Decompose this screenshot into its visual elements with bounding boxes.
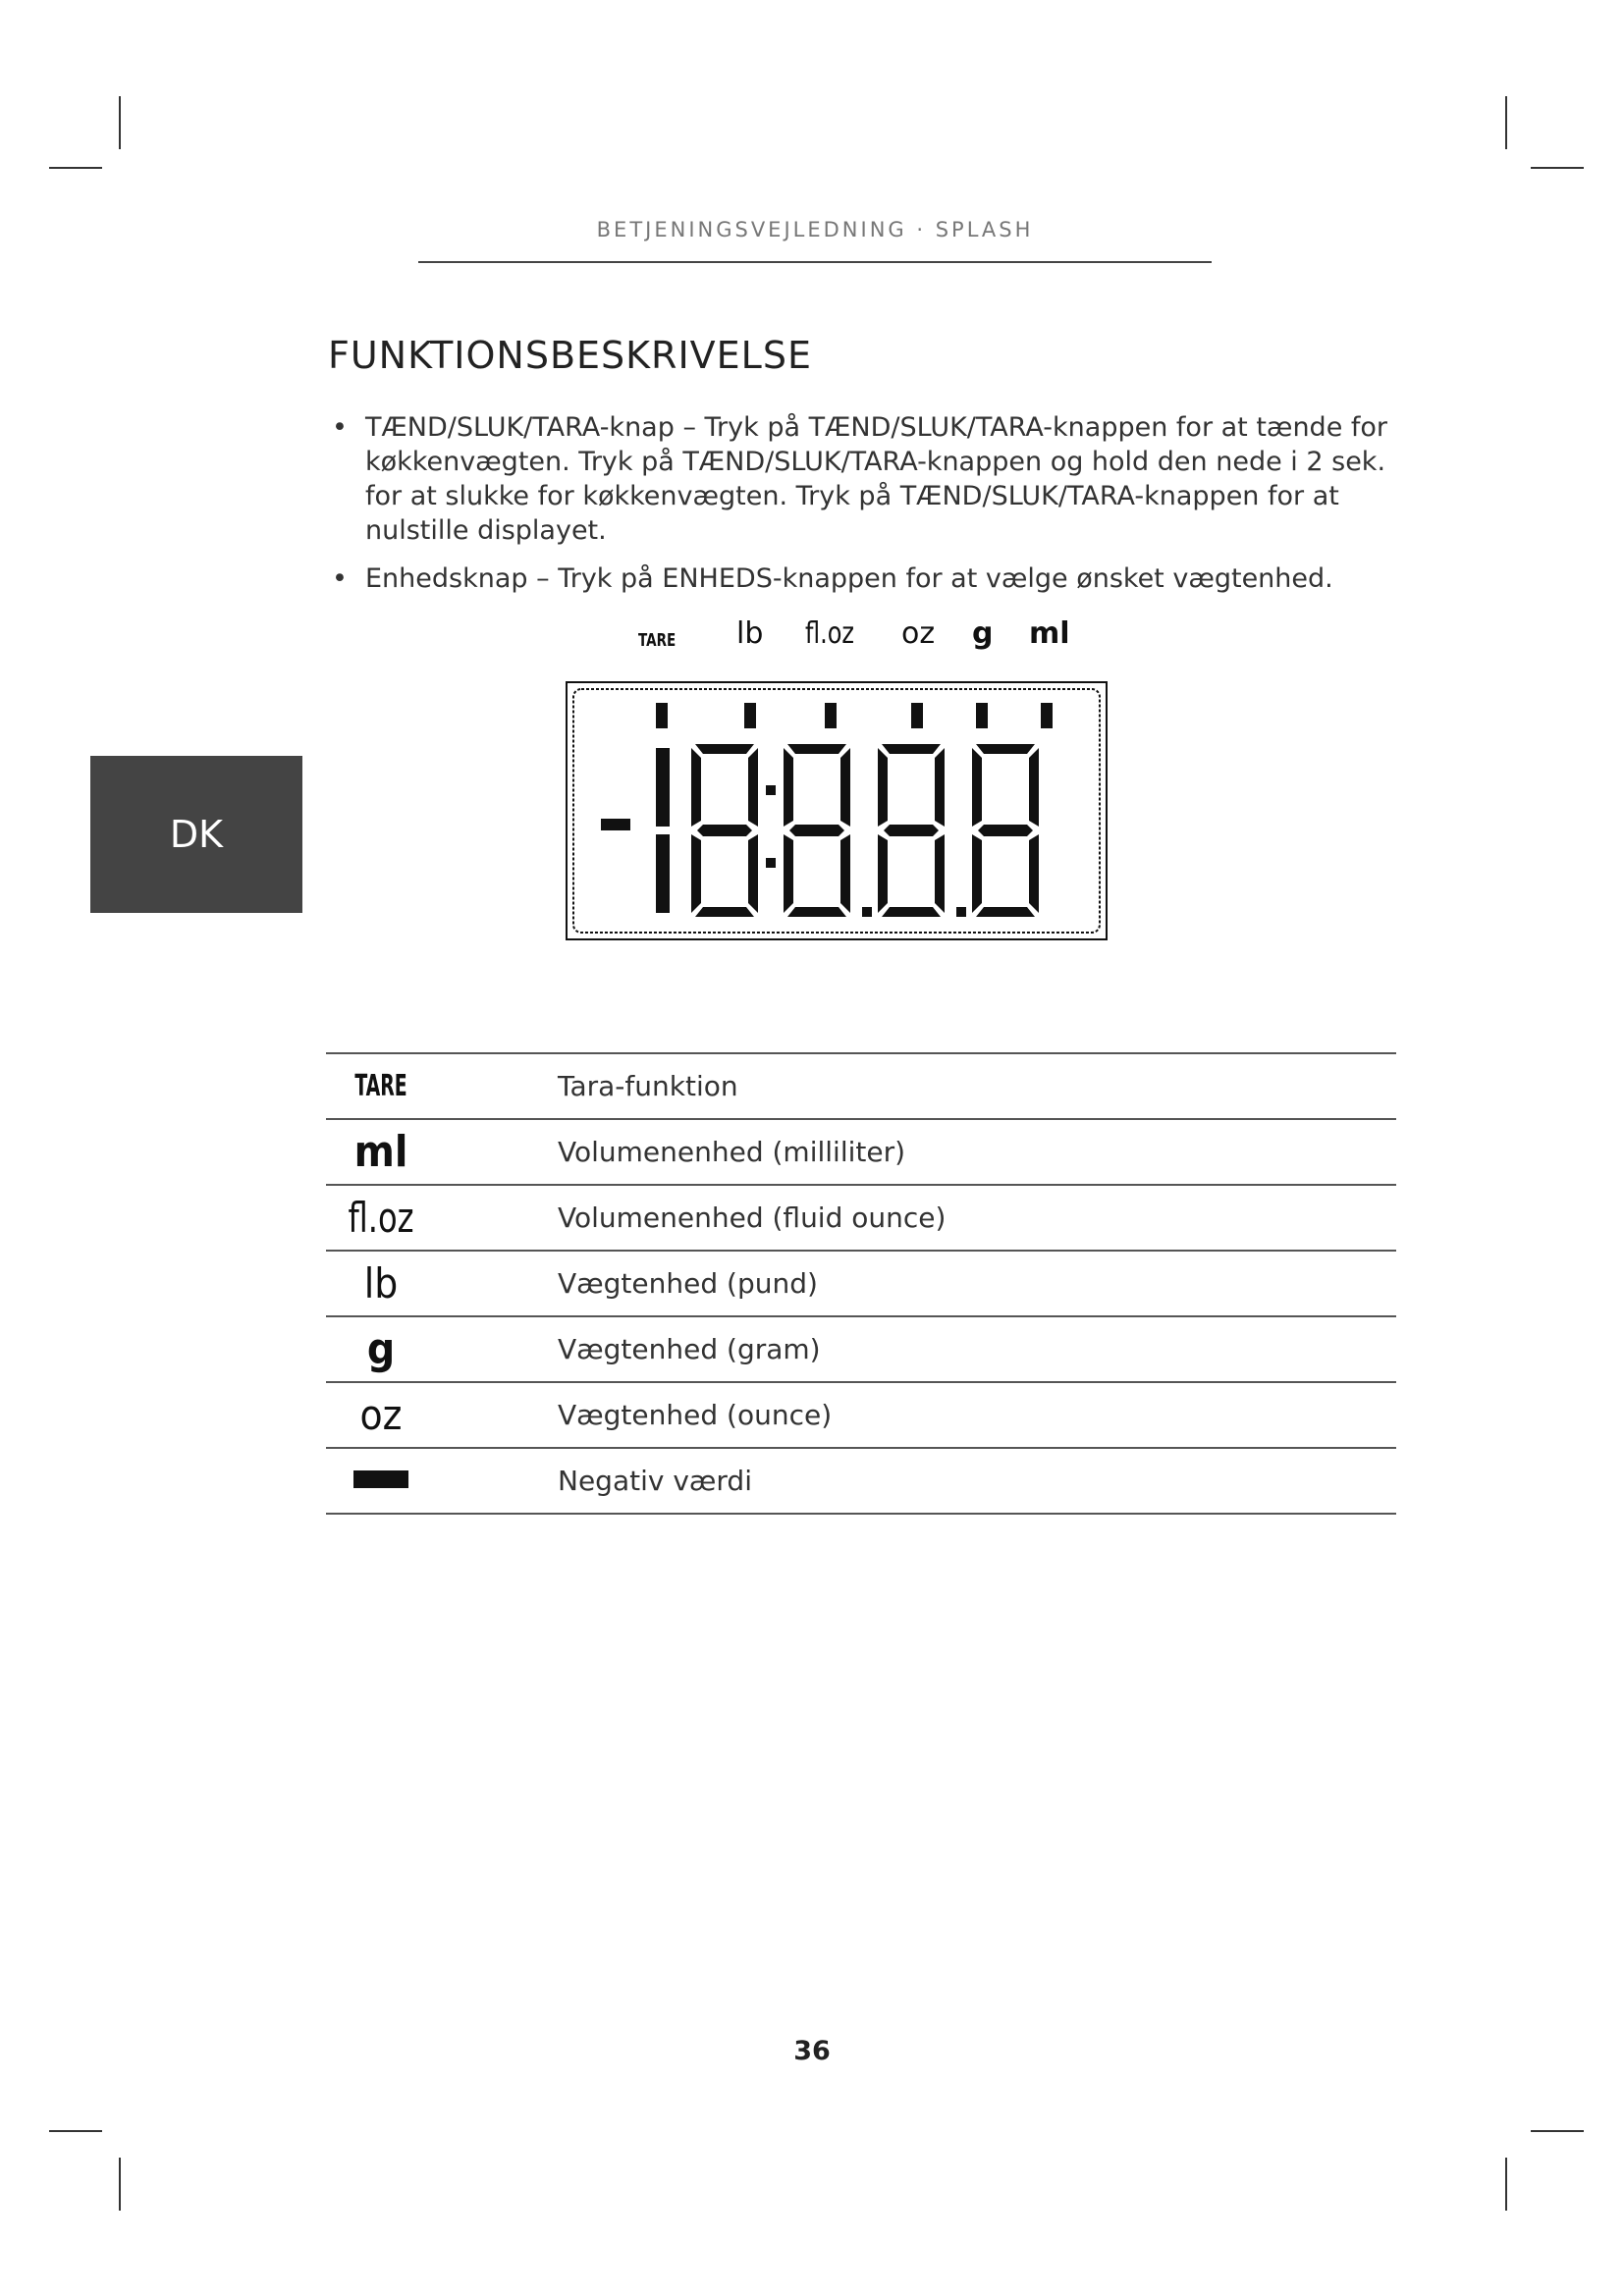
bullet-text: TÆND/SLUK/TARA-knap – Tryk på TÆND/SLUK/TARA-knappen for at tænde for køkkenvægten. Tryk på TÆND/SLUK/TARA-knappen og hold den nede i 2 sek. for at slukke for køkkenvægten. Tryk på TÆND/SLUK/TARA-knappen for at nulstille displayet.	[365, 412, 1388, 546]
bullet-icon: •	[332, 412, 348, 443]
crop-mark	[49, 2130, 102, 2132]
legend-symbol-floz: fl.oz	[348, 1194, 414, 1242]
bullet-item-unit-button	[328, 561, 1408, 596]
lcd-tick	[825, 703, 837, 728]
legend-description: Vægtenhed (gram)	[558, 1316, 1396, 1382]
legend-description: Tara-funktion	[558, 1053, 1396, 1119]
table-row	[326, 1382, 1396, 1448]
crop-mark	[1531, 167, 1584, 169]
table-row	[326, 1316, 1396, 1382]
lcd-indicator-labels	[550, 616, 1080, 666]
lcd-minus-segment	[601, 819, 630, 830]
crop-mark	[1505, 2158, 1507, 2211]
crop-mark	[119, 2158, 121, 2211]
bullet-list	[328, 410, 1408, 610]
bullet-icon: •	[332, 563, 348, 594]
table-row	[326, 1448, 1396, 1514]
crop-mark	[49, 167, 102, 169]
bullet-item-power-button	[328, 410, 1408, 548]
legend-symbol-tare: TARE	[354, 1069, 407, 1103]
legend-description: Vægtenhed (pund)	[558, 1251, 1396, 1316]
crop-mark	[1505, 96, 1507, 149]
legend-description: Volumenenhed (milliliter)	[558, 1119, 1396, 1185]
legend-symbol-oz: oz	[359, 1391, 403, 1439]
header-rule	[418, 261, 1212, 263]
crop-mark	[1531, 2130, 1584, 2132]
legend-symbol-ml: ml	[353, 1127, 408, 1177]
bullet-text: Enhedsknap – Tryk på ENHEDS-knappen for at vælge ønsket vægtenhed.	[365, 563, 1333, 594]
lcd-tick	[744, 703, 756, 728]
table-row	[326, 1053, 1396, 1119]
legend-description: Volumenenhed (fluid ounce)	[558, 1185, 1396, 1251]
lcd-label-ml: ml	[1029, 616, 1070, 651]
table-row	[326, 1185, 1396, 1251]
legend-symbol-lb: lb	[363, 1259, 399, 1308]
crop-mark	[119, 96, 121, 149]
lcd-tick	[911, 703, 923, 728]
lcd-tick	[1041, 703, 1053, 728]
legend-description: Negativ værdi	[558, 1448, 1396, 1514]
legend-symbol-g: g	[366, 1324, 396, 1374]
legend-description: Vægtenhed (ounce)	[558, 1382, 1396, 1448]
table-row	[326, 1119, 1396, 1185]
lcd-label-tare: TARE	[638, 630, 677, 651]
symbol-legend-table	[326, 1052, 1396, 1515]
lcd-display-illustration	[566, 681, 1108, 940]
lcd-tick	[656, 703, 668, 728]
language-tab-label: DK	[169, 813, 224, 856]
lcd-decimal-point	[862, 907, 872, 917]
lcd-tick	[976, 703, 988, 728]
lcd-label-floz: fl.oz	[805, 616, 855, 651]
table-row	[326, 1251, 1396, 1316]
page-number: 36	[793, 2036, 831, 2066]
lcd-label-g: g	[972, 616, 994, 651]
lcd-decimal-point	[956, 907, 966, 917]
lcd-label-oz: oz	[901, 616, 936, 651]
language-tab-dk	[90, 756, 302, 913]
running-header: BETJENINGSVEJLEDNING · SPLASH	[596, 218, 1034, 241]
negative-segment-icon	[353, 1470, 408, 1488]
section-title: FUNKTIONSBESKRIVELSE	[328, 334, 812, 377]
lcd-label-lb: lb	[736, 616, 764, 651]
